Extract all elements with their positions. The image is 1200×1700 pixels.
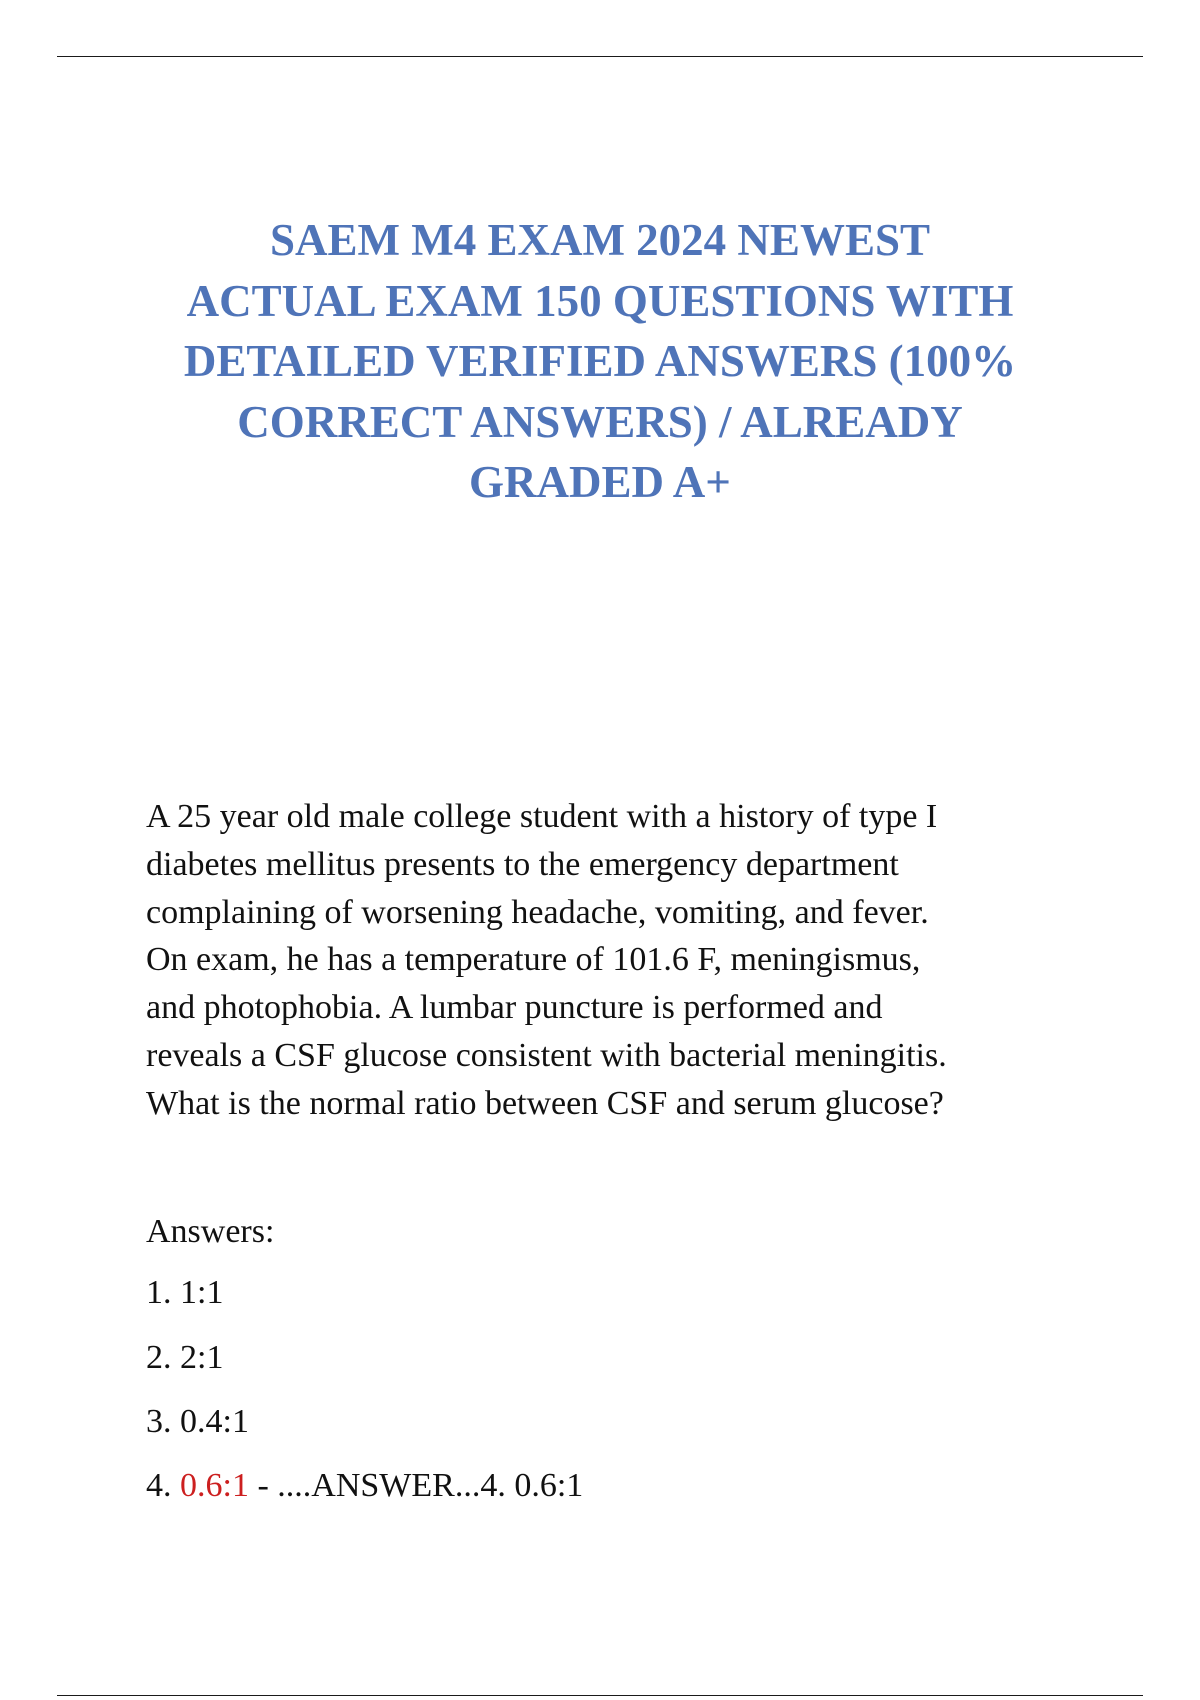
answer-option-4 (146, 1464, 583, 1508)
answer-option-3 (146, 1400, 249, 1444)
answer-option-2 (146, 1336, 223, 1380)
bottom-rule (57, 1695, 1143, 1696)
question-line: complaining of worsening headache, vomiting, and fever. (146, 893, 929, 931)
question-line: diabetes mellitus presents to the emergency department (146, 845, 899, 883)
question-line: reveals a CSF glucose consistent with bacterial meningitis. (146, 1036, 947, 1074)
answer-text: 0.4:1 (180, 1403, 249, 1440)
question-text (146, 793, 1106, 1128)
question-line: A 25 year old male college student with a history of type I (146, 798, 938, 835)
question-line: What is the normal ratio between CSF and serum glucose? (146, 1084, 944, 1122)
document-title (100, 210, 1100, 513)
answers-label: Answers: (146, 1213, 275, 1250)
title-line: SAEM M4 EXAM 2024 NEWEST (269, 215, 931, 265)
answer-key-text: - ....ANSWER...4. 0.6:1 (248, 1467, 584, 1504)
correct-answer-text: 0.6:1 (180, 1467, 249, 1504)
title-line: CORRECT ANSWERS) / ALREADY (237, 396, 963, 447)
answer-option-1 (146, 1271, 223, 1315)
answer-text: 2:1 (180, 1339, 224, 1376)
question-line: On exam, he has a temperature of 101.6 F, meningismus, (146, 941, 921, 979)
answer-number: 4. (146, 1467, 172, 1504)
title-line: ACTUAL EXAM 150 QUESTIONS WITH (186, 275, 1014, 326)
answer-number: 3. (146, 1403, 172, 1440)
answer-text: 1:1 (180, 1274, 224, 1311)
answer-number: 1. (146, 1274, 172, 1311)
top-rule (57, 56, 1143, 57)
answer-number: 2. (146, 1339, 172, 1376)
title-line: GRADED A+ (469, 457, 731, 507)
question-line: and photophobia. A lumbar puncture is performed and (146, 989, 883, 1027)
title-line: DETAILED VERIFIED ANSWERS (100% (183, 336, 1017, 386)
